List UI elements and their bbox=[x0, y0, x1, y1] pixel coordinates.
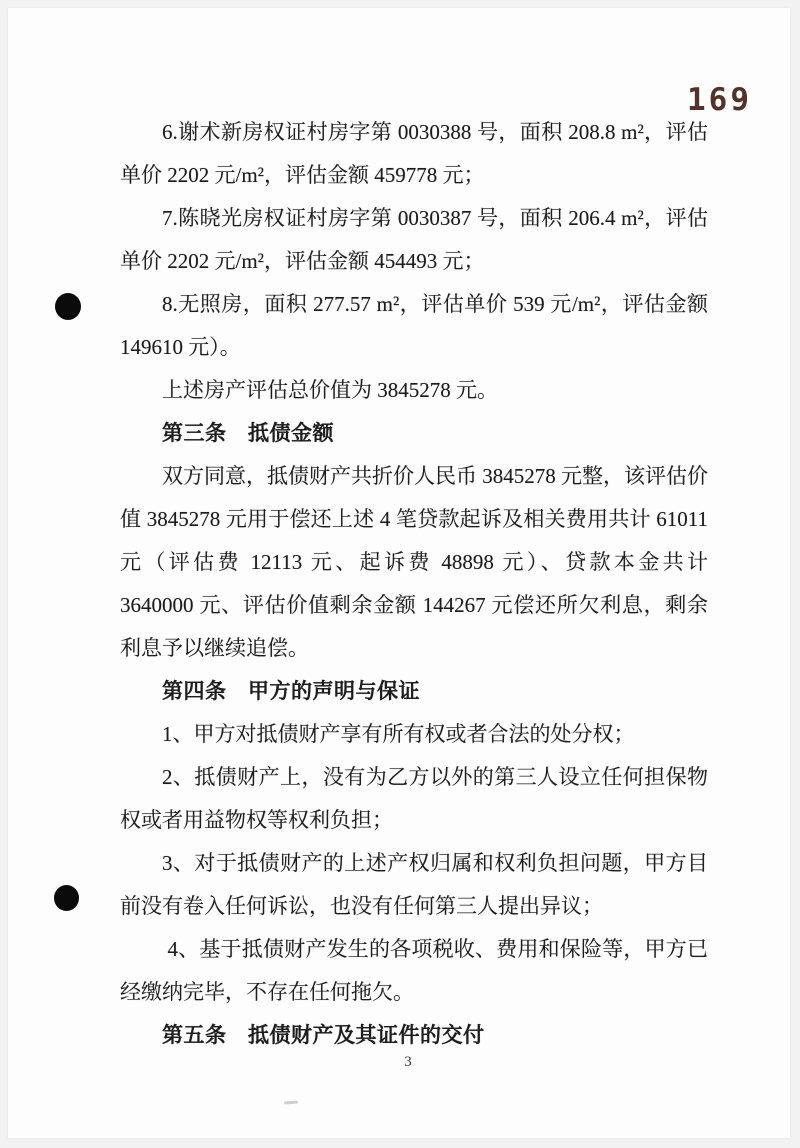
declaration-item-3: 3、对于抵债财产的上述产权归属和权利负担问题，甲方目前没有卷入任何诉讼，也没有任何第三人提出异议； bbox=[120, 851, 708, 918]
declaration-item-1: 1、甲方对抵债财产享有所有权或者合法的处分权； bbox=[162, 722, 635, 746]
document-body bbox=[120, 111, 714, 1057]
scan-artifact-mark bbox=[284, 1101, 298, 1105]
document-page-sheet bbox=[8, 8, 790, 1138]
page-stamp-number: 169 bbox=[687, 82, 752, 118]
declaration-item-2: 2、抵债财产上，没有为乙方以外的第三人设立任何担保物权或者用益物权等权利负担； bbox=[120, 765, 708, 832]
footer-page-number: 3 bbox=[404, 1054, 412, 1070]
binding-hole-mark-bottom bbox=[54, 885, 79, 911]
property-item-6: 6.谢术新房权证村房字第 0030388 号，面积 208.8 m²，评估单价 2202 元/m²，评估金额 459778 元； bbox=[120, 120, 708, 187]
property-item-8: 8.无照房，面积 277.57 m²，评估单价 539 元/m²，评估金额 149610 元）。 bbox=[120, 292, 714, 359]
article-4-heading: 第四条 甲方的声明与保证 bbox=[162, 680, 420, 703]
total-valuation-line: 上述房产评估总价值为 3845278 元。 bbox=[162, 378, 498, 402]
article-5-heading: 第五条 抵债财产及其证件的交付 bbox=[162, 1024, 485, 1047]
article-3-heading: 第三条 抵债金额 bbox=[162, 422, 334, 445]
property-item-7: 7.陈晓光房权证村房字第 0030387 号，面积 206.4 m²，评估单价 2202 元/m²，评估金额 454493 元； bbox=[120, 206, 708, 273]
article-3-body: 双方同意，抵债财产共折价人民币 3845278 元整，该评估价值 3845278 元用于偿还上述 4 笔贷款起诉及相关费用共计 61011 元（评估费 12113 元、起诉费 48898 元）、贷款本金共计 3640000 元、评估价值剩余金额 144267 元偿还所欠利息，剩余利息予以继续追偿。 bbox=[120, 464, 714, 660]
binding-hole-mark-top bbox=[55, 293, 81, 320]
declaration-item-4: 4、基于抵债财产发生的各项税收、费用和保险等，甲方已经缴纳完毕，不存在任何拖欠。 bbox=[120, 937, 708, 1004]
